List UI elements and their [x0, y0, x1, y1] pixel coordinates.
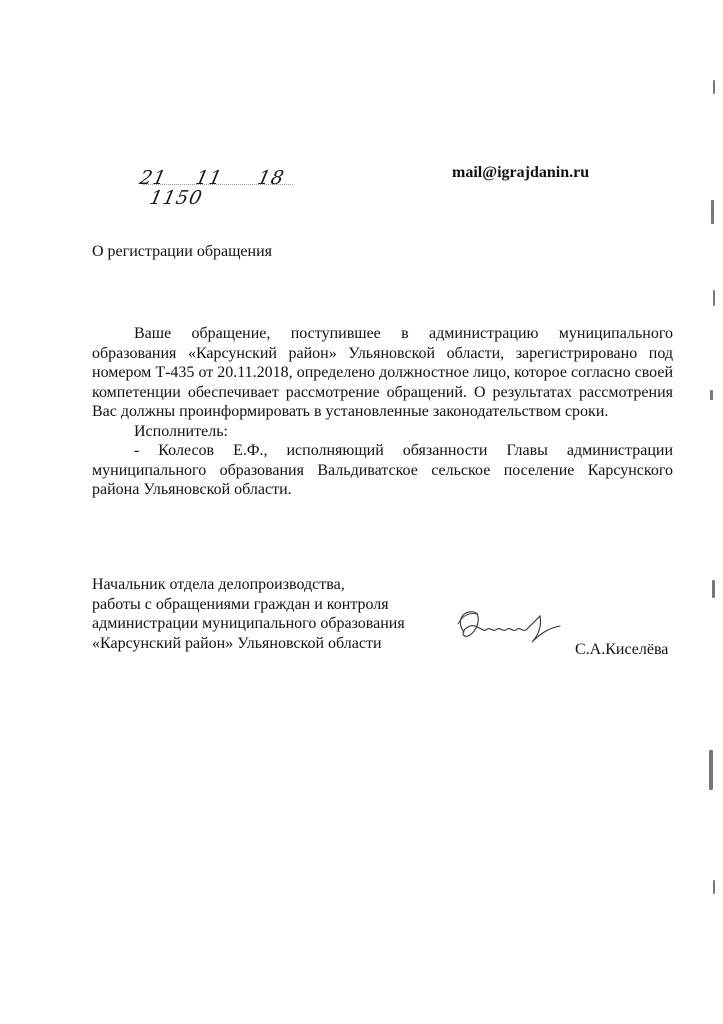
- handwritten-month: 11: [193, 167, 225, 189]
- date-underline: [143, 184, 293, 185]
- handwritten-number: 1150: [147, 187, 205, 209]
- scan-margin-marks: [705, 60, 719, 960]
- signatory-title: [92, 575, 405, 653]
- signatory-line: работы с обращениями граждан и контроля: [92, 595, 389, 613]
- signatory-line: «Карсунский район» Ульяновской области: [92, 634, 382, 652]
- handwritten-day: 21: [137, 167, 169, 189]
- recipient-email: mail@igrajdanin.ru: [452, 164, 590, 181]
- executor-paragraph: - Колесов Е.Ф., исполняющий обязанности Главы администрации муниципального образования Вальдиватское сельское поселение Карсунского района Ульяновской области.: [92, 442, 673, 498]
- signatory-line: Начальник отдела делопроизводства,: [92, 576, 345, 593]
- handwritten-signature: [452, 602, 572, 652]
- document-body: [92, 324, 673, 500]
- executor-label: Исполнитель:: [134, 422, 228, 440]
- main-paragraph: Ваше обращение, поступившее в администрацию муниципального образования «Карсунский район» Ульяновской области, зарегистрировано под номером Т-435 от 20.11.2018, определено должностное лицо, которое согласно своей компетенции обеспечивает рассмотрение обращений. О результатах рассмотрения Вас должны проинформировать в установленные законодательством сроки.: [92, 325, 673, 420]
- signatory-line: администрации муниципального образования: [92, 615, 405, 632]
- handwritten-year: 18: [255, 167, 287, 189]
- document-subject: О регистрации обращения: [92, 243, 273, 260]
- signatory-name: С.А.Киселёва: [575, 641, 669, 658]
